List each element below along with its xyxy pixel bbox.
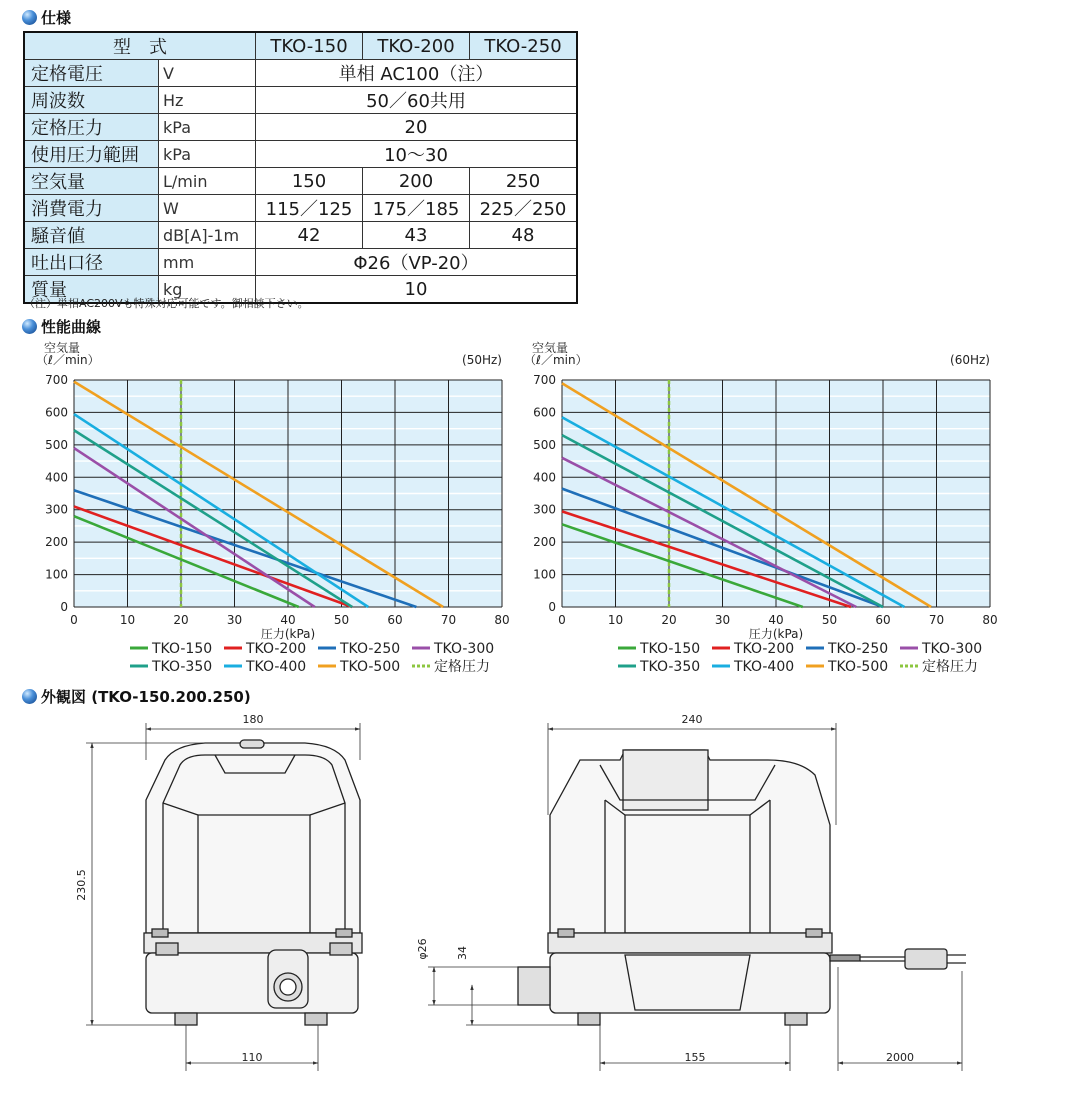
spec-row-unit: W <box>159 195 256 222</box>
spec-heading-text: 仕様 <box>41 9 72 27</box>
y-axis-label: 空気量 <box>44 341 81 355</box>
frequency-label: (60Hz) <box>950 353 990 367</box>
x-tick-label: 80 <box>982 613 998 627</box>
y-tick-label: 0 <box>548 600 556 614</box>
spec-row-unit: kPa <box>159 141 256 168</box>
bullet-icon <box>22 689 37 704</box>
y-tick-label: 700 <box>45 373 68 387</box>
spec-section-heading <box>22 7 71 28</box>
spec-row-label: 定格電圧 <box>24 60 159 87</box>
y-tick-label: 400 <box>45 470 68 485</box>
spec-row-label: 使用圧力範囲 <box>24 141 159 168</box>
legend-label: TKO-250 <box>340 641 401 657</box>
x-tick-label: 10 <box>607 613 624 627</box>
x-tick-label: 30 <box>226 613 243 627</box>
spec-row-value: 10〜30 <box>256 141 578 168</box>
spec-row-value: Φ26（VP-20） <box>256 249 578 276</box>
spec-row <box>24 141 577 168</box>
performance-chart-60hz <box>510 340 1010 682</box>
spec-row-label: 定格圧力 <box>24 114 159 141</box>
legend-label: TKO-350 <box>152 659 213 675</box>
dim-front-foot: 110 <box>241 1051 263 1064</box>
side-view <box>518 750 966 1025</box>
spec-row <box>24 87 577 114</box>
legend-label: TKO-150 <box>640 641 701 657</box>
bullet-icon <box>22 10 37 25</box>
y-tick-label: 200 <box>45 535 68 550</box>
y-axis-label: （ℓ／min） <box>36 353 100 367</box>
dim-outlet-height: 34 <box>456 946 469 960</box>
performance-chart-50hz <box>22 340 522 682</box>
dim-side-width: 240 <box>681 713 703 726</box>
dim-height: 230.5 <box>75 869 88 901</box>
y-tick-label: 700 <box>533 373 556 387</box>
spec-row <box>24 114 577 141</box>
x-tick-label: 60 <box>875 613 891 627</box>
x-tick-label: 20 <box>173 613 189 627</box>
spec-row-unit: dB[A]-1m <box>159 222 256 249</box>
legend-label: TKO-200 <box>734 641 795 657</box>
spec-row-unit: mm <box>159 249 256 276</box>
spec-row-label: 質量 <box>24 276 159 304</box>
performance-section-heading <box>22 316 101 337</box>
spec-header-model: TKO-250 <box>470 32 578 60</box>
spec-row-unit: V <box>159 60 256 87</box>
dim-side-foot: 155 <box>684 1051 706 1064</box>
spec-row-value: 200 <box>363 168 470 195</box>
dim-cord-length: 2000 <box>886 1051 914 1064</box>
x-tick-label: 80 <box>494 613 510 627</box>
spec-row <box>24 60 577 87</box>
spec-row-value: 175／185 <box>363 195 470 222</box>
spec-row-value: 225／250 <box>470 195 578 222</box>
x-tick-label: 70 <box>440 613 457 627</box>
spec-row-value: 20 <box>256 114 578 141</box>
legend-label: TKO-400 <box>734 659 795 675</box>
legend-label: TKO-300 <box>434 641 495 657</box>
performance-heading-text: 性能曲線 <box>41 318 102 336</box>
legend-label: TKO-500 <box>828 659 889 675</box>
y-tick-label: 300 <box>533 502 556 517</box>
x-tick-label: 30 <box>714 613 731 627</box>
dim-outlet-dia: φ26 <box>416 938 429 960</box>
x-tick-label: 70 <box>928 613 945 627</box>
spec-row-label: 吐出口径 <box>24 249 159 276</box>
x-tick-label: 40 <box>768 613 784 627</box>
x-tick-label: 50 <box>333 613 350 627</box>
spec-row-label: 空気量 <box>24 168 159 195</box>
appearance-heading-text: 外観図 (TKO-150.200.250) <box>41 688 251 706</box>
y-tick-label: 200 <box>533 535 556 550</box>
spec-row-value: 115／125 <box>256 195 363 222</box>
x-tick-label: 50 <box>821 613 838 627</box>
spec-header-row <box>24 32 577 60</box>
legend-label: TKO-500 <box>340 659 401 675</box>
spec-row-value: 43 <box>363 222 470 249</box>
spec-row-unit: Hz <box>159 87 256 114</box>
x-tick-label: 0 <box>70 613 78 627</box>
spec-header-model: TKO-200 <box>363 32 470 60</box>
y-tick-label: 100 <box>533 567 556 582</box>
y-axis-label: （ℓ／min） <box>524 353 588 367</box>
appearance-section-heading <box>22 686 251 707</box>
y-tick-label: 300 <box>45 502 68 517</box>
appearance-drawing <box>0 705 1071 1109</box>
legend-label: TKO-200 <box>246 641 307 657</box>
spec-row-label: 周波数 <box>24 87 159 114</box>
spec-table <box>23 31 578 304</box>
spec-row-unit: kPa <box>159 114 256 141</box>
legend-label: TKO-300 <box>922 641 983 657</box>
y-tick-label: 500 <box>533 437 556 452</box>
dim-front-width: 180 <box>242 713 264 726</box>
y-tick-label: 600 <box>45 405 68 420</box>
legend-label: 定格圧力 <box>922 659 978 675</box>
spec-row <box>24 168 577 195</box>
spec-header-model: TKO-150 <box>256 32 363 60</box>
spec-row-unit: kg <box>159 276 256 304</box>
y-tick-label: 0 <box>60 600 68 614</box>
x-tick-label: 0 <box>558 613 566 627</box>
x-tick-label: 60 <box>387 613 403 627</box>
spec-row <box>24 222 577 249</box>
spec-row-value: 150 <box>256 168 363 195</box>
front-view <box>144 740 362 1025</box>
x-tick-label: 10 <box>119 613 136 627</box>
spec-row-value: 50／60共用 <box>256 87 578 114</box>
y-axis-label: 空気量 <box>532 341 569 355</box>
spec-footnote: （注）単相AC200Vも特殊対応可能です。御相談下さい。 <box>24 297 309 310</box>
legend-label: TKO-250 <box>828 641 889 657</box>
y-tick-label: 600 <box>533 405 556 420</box>
spec-row-label: 騒音値 <box>24 222 159 249</box>
y-tick-label: 400 <box>533 470 556 485</box>
bullet-icon <box>22 319 37 334</box>
frequency-label: (50Hz) <box>462 353 502 367</box>
spec-row-value: 48 <box>470 222 578 249</box>
spec-row <box>24 195 577 222</box>
y-tick-label: 500 <box>45 437 68 452</box>
legend-label: TKO-350 <box>640 659 701 675</box>
spec-row-value: 250 <box>470 168 578 195</box>
legend-label: 定格圧力 <box>434 659 490 675</box>
x-tick-label: 20 <box>661 613 677 627</box>
spec-row-value: 10 <box>256 276 578 304</box>
spec-row-unit: L/min <box>159 168 256 195</box>
spec-row-value: 単相 AC100（注） <box>256 60 578 87</box>
x-axis-label: 圧力(kPa) <box>748 627 804 641</box>
y-tick-label: 100 <box>45 567 68 582</box>
spec-row <box>24 249 577 276</box>
x-axis-label: 圧力(kPa) <box>260 627 316 641</box>
spec-header-label: 型 式 <box>24 32 256 60</box>
spec-row-label: 消費電力 <box>24 195 159 222</box>
spec-row-value: 42 <box>256 222 363 249</box>
legend-label: TKO-150 <box>152 641 213 657</box>
legend-label: TKO-400 <box>246 659 307 675</box>
x-tick-label: 40 <box>280 613 296 627</box>
